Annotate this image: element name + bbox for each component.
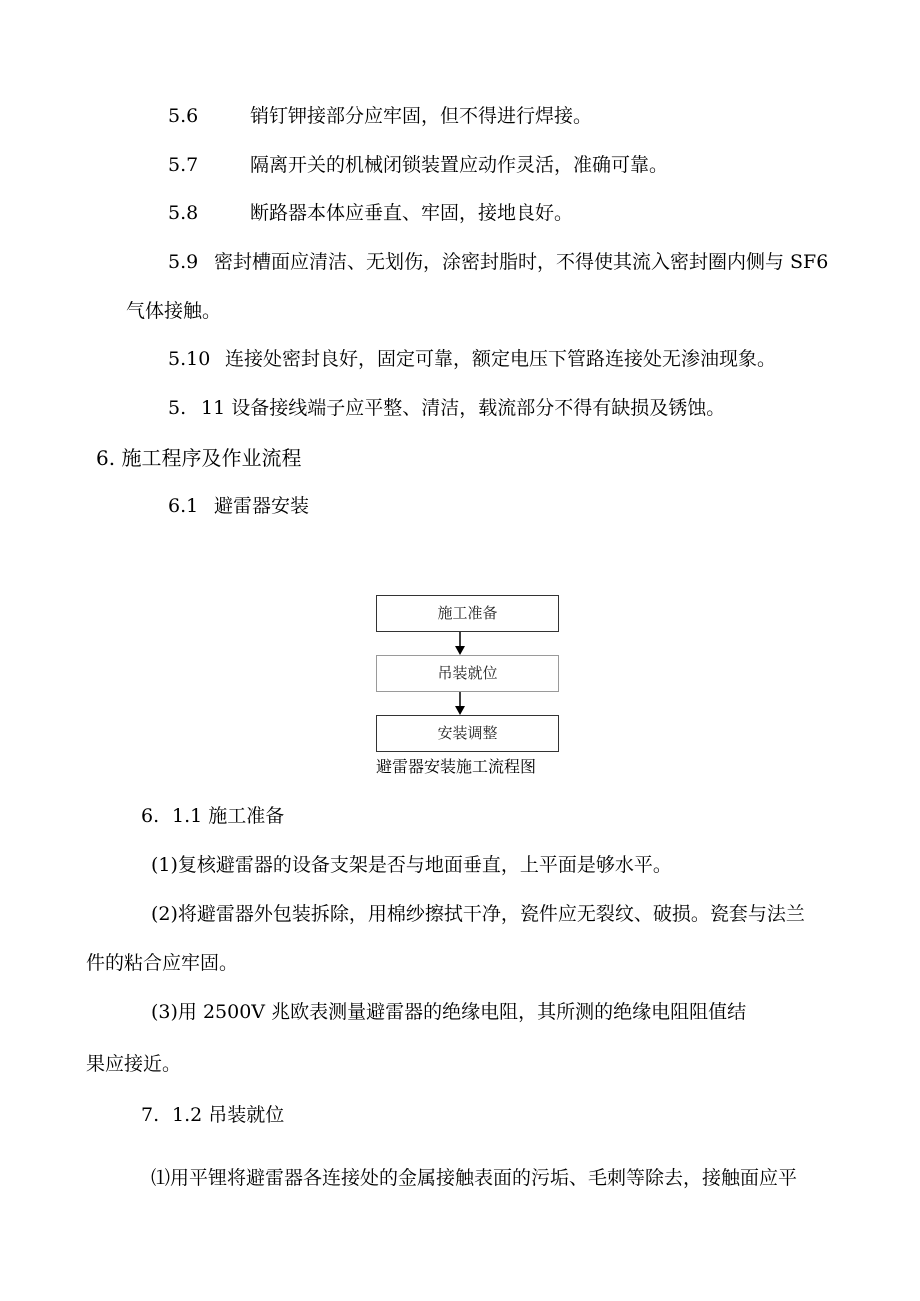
item-text: 隔离开关的机械闭锁装置应动作灵活，准确可靠。 bbox=[250, 154, 669, 176]
item-text: 11 设备接线端子应平整、清洁，载流部分不得有缺损及锈蚀。 bbox=[201, 397, 726, 419]
item-number: 5.8 bbox=[168, 202, 199, 224]
paragraph-6-1-1-1: (1)复核避雷器的设备支架是否与地面垂直，上平面是够水平。 bbox=[151, 854, 672, 876]
item-number: 5.9 bbox=[168, 251, 199, 273]
subsection-title: 避雷器安装 bbox=[214, 495, 310, 517]
flow-arrow-2 bbox=[455, 692, 465, 715]
item-text: 断路器本体应垂直、牢固，接地良好。 bbox=[250, 202, 574, 224]
item-text: 销钉钾接部分应牢固，但不得进行焊接。 bbox=[250, 105, 593, 127]
item-number: 5. bbox=[168, 397, 187, 419]
paragraph-6-1-1-2: (2)将避雷器外包装拆除，用棉纱擦拭干净，瓷件应无裂纹、破损。瓷套与法兰 bbox=[151, 903, 805, 925]
item-number: 5.10 bbox=[168, 348, 211, 370]
item-5-9-continuation: 气体接触。 bbox=[126, 300, 222, 322]
flow-step-1: 施工准备 bbox=[376, 595, 559, 632]
subsection-number: 6.1 bbox=[168, 495, 199, 517]
flow-arrow-1 bbox=[455, 632, 465, 655]
paragraph-7-1-2-1: ⑴用平锂将避雷器各连接处的金属接触表面的污垢、毛刺等除去，接触面应平 bbox=[151, 1167, 798, 1189]
flow-step-3: 安装调整 bbox=[376, 715, 559, 752]
paragraph-6-1-1-3: (3)用 2500V 兆欧表测量避雷器的绝缘电阻，其所测的绝缘电阻阻值结 bbox=[151, 1001, 747, 1023]
subsection-title: 1.2 吊装就位 bbox=[172, 1104, 285, 1126]
item-number: 5.6 bbox=[168, 105, 199, 127]
item-text: 连接处密封良好，固定可靠，额定电压下管路连接处无渗油现象。 bbox=[225, 348, 777, 370]
subsection-number: 7. bbox=[141, 1104, 160, 1126]
item-number: 5.7 bbox=[168, 154, 199, 176]
subsection-7-1-2 bbox=[141, 1103, 284, 1127]
item-text: 密封槽面应清洁、无划伤，涂密封脂时，不得使其流入密封圈内侧与 SF6 bbox=[214, 251, 829, 273]
subsection-title: 1.1 施工准备 bbox=[172, 805, 285, 827]
subsection-number: 6. bbox=[141, 805, 160, 827]
section-heading-6: 6. 施工程序及作业流程 bbox=[96, 446, 302, 470]
paragraph-6-1-1-3-continuation: 果应接近。 bbox=[86, 1053, 182, 1075]
paragraph-6-1-1-2-continuation: 件的粘合应牢固。 bbox=[86, 952, 239, 974]
subsection-6-1-1 bbox=[141, 804, 284, 828]
flow-step-2: 吊装就位 bbox=[376, 655, 559, 692]
flowchart-caption: 避雷器安装施工流程图 bbox=[376, 757, 537, 776]
